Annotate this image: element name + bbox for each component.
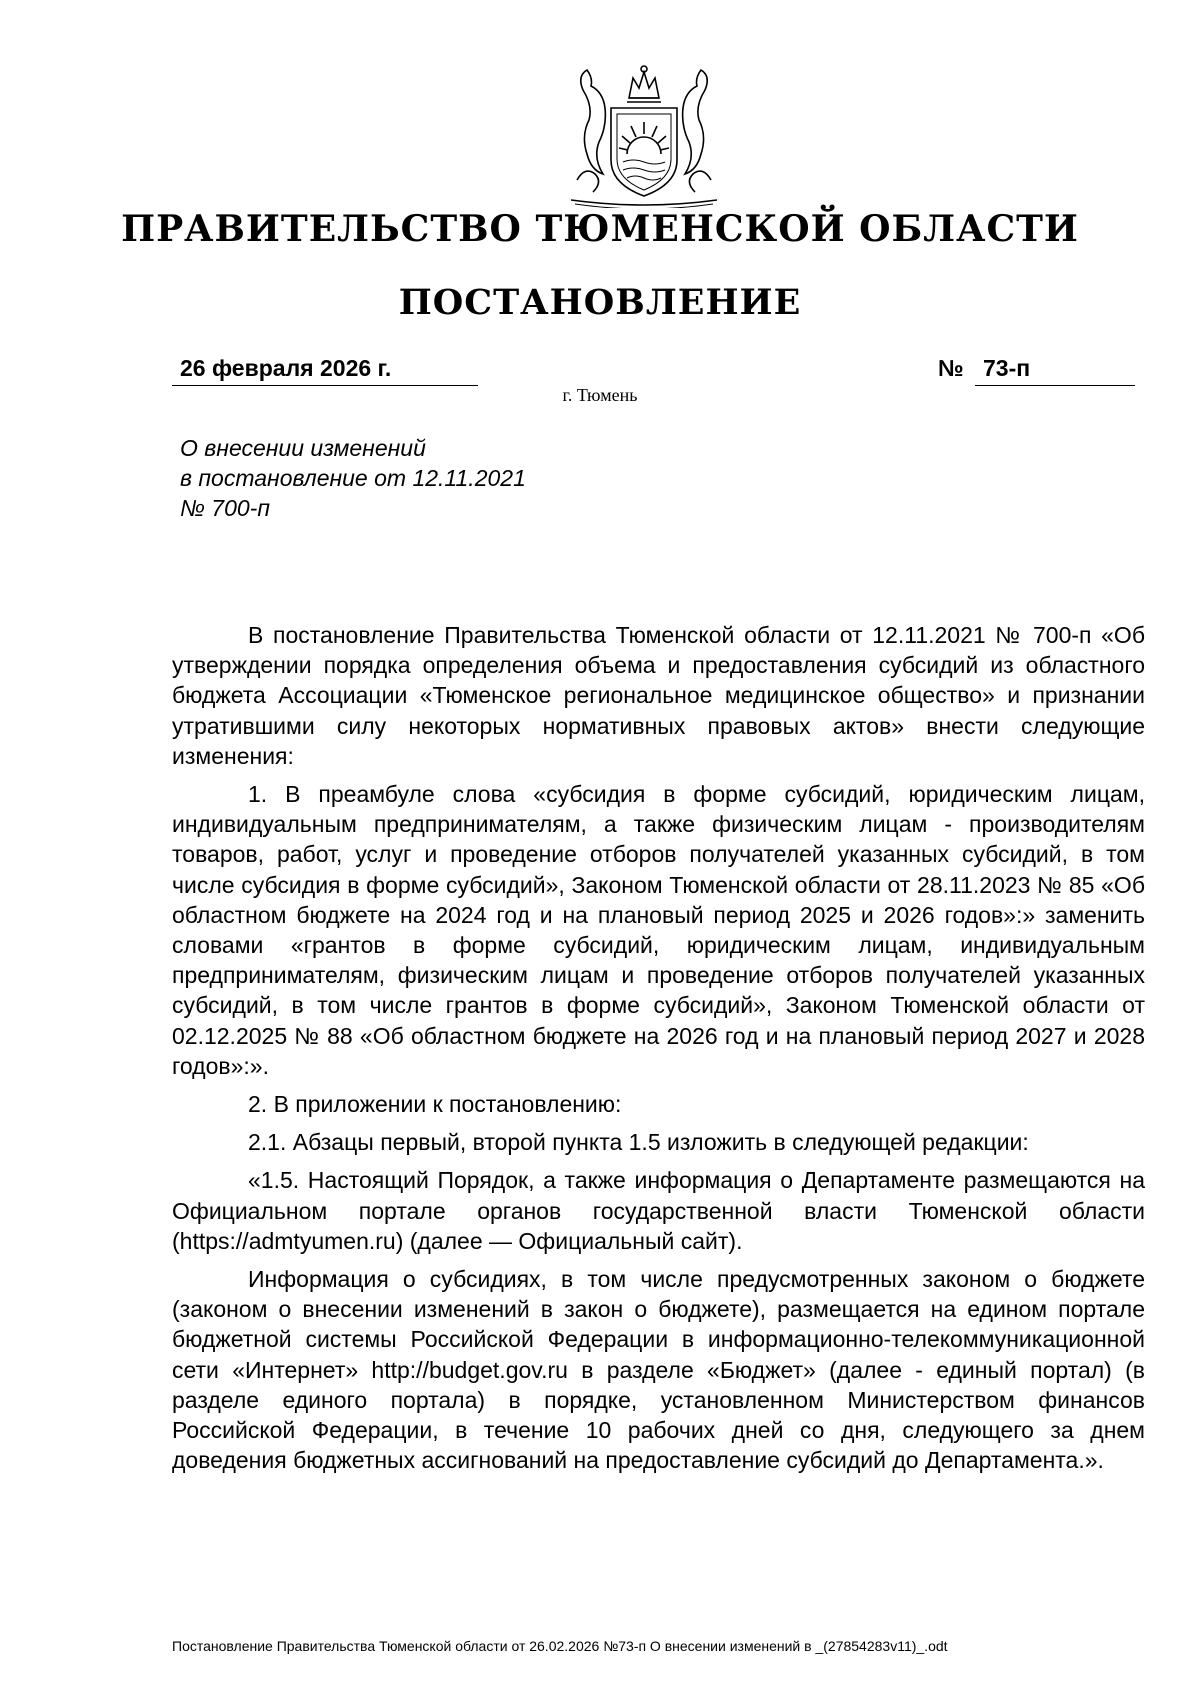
document-date: 26 февраля 2026 г. — [180, 355, 392, 381]
document-number: 73-п — [983, 355, 1031, 381]
body-paragraph: Информация о субсидиях, в том числе предусмотренных законом о бюджете (законом о внесении изменений в закон о бюджете), размещается на едином портале бюджетной системы Российской Федерации в информационно-телекоммуникационной сети «Интернет» http://budget.gov.ru в разделе «Бюджет» (далее - единый портал) (в разделе единого портала) в порядке, установленном Министерством финансов Российской Федерации, в течение 10 рабочих дней со дня, следующего за днем доведения бюджетных ассигнований на предоставление субсидий до Департамента.». — [172, 1266, 1145, 1474]
page-footer: Постановление Правительства Тюменской области от 26.02.2026 №73-п О внесении изменений в _(27854283v11)_.odt — [172, 1638, 948, 1654]
document-subject — [180, 433, 640, 523]
number-sign: № — [938, 355, 964, 381]
body-paragraph: 1. В преамбуле слова «субсидия в форме субсидий, юридическим лицам, индивидуальным предпринимателям, а также физическим лицам - производителям товаров, работ, услуг и проведение отборов получателей указанных субсидий, в том числе субсидия в форме субсидий», Законом Тюменской области от 28.11.2023 № 85 «Об областном бюджете на 2024 год и на плановый период 2025 и 2026 годов»:» заменить словами «грантов в форме субсидий, юридическим лицам, индивидуальным предпринимателям, физическим лицам и проведение отборов получателей указанных субсидий, в том числе грантов в форме субсидий», Законом Тюменской области от 02.12.2025 № 88 «Об областном бюджете на 2026 год и на плановый период 2027 и 2028 годов»:». — [172, 781, 1145, 1079]
document-body — [172, 620, 1145, 1483]
organization-title: ПРАВИТЕЛЬСТВО ТЮМЕНСКОЙ ОБЛАСТИ — [121, 208, 1079, 250]
city-label: г. Тюмень — [562, 385, 638, 405]
document-type-heading: ПОСТАНОВЛЕНИЕ — [398, 282, 802, 323]
subject-line: в постановление от 12.11.2021 — [180, 465, 526, 491]
document-number-field — [975, 355, 1135, 386]
coat-of-arms-emblem — [563, 62, 725, 208]
body-paragraph: «1.5. Настоящий Порядок, а также информация о Департаменте размещаются на Официальном портале органов государственной власти Тюменской области (https://admtyumen.ru) (далее — Официальный сайт). — [172, 1167, 1145, 1254]
body-paragraph: 2.1. Абзацы первый, второй пункта 1.5 изложить в следующей редакции: — [248, 1129, 1029, 1156]
document-date-field — [172, 355, 478, 386]
subject-line: О внесении изменений — [180, 435, 426, 461]
body-paragraph: 2. В приложении к постановлению: — [248, 1091, 622, 1118]
body-paragraph: В постановление Правительства Тюменской области от 12.11.2021 № 700-п «Об утверждении порядка определения объема и предоставления субсидий из областного бюджета Ассоциации «Тюменское региональное медицинское общество» и признании утратившими силу некоторых нормативных правовых актов» внести следующие изменения: — [172, 622, 1145, 769]
subject-line: № 700-п — [180, 495, 270, 521]
